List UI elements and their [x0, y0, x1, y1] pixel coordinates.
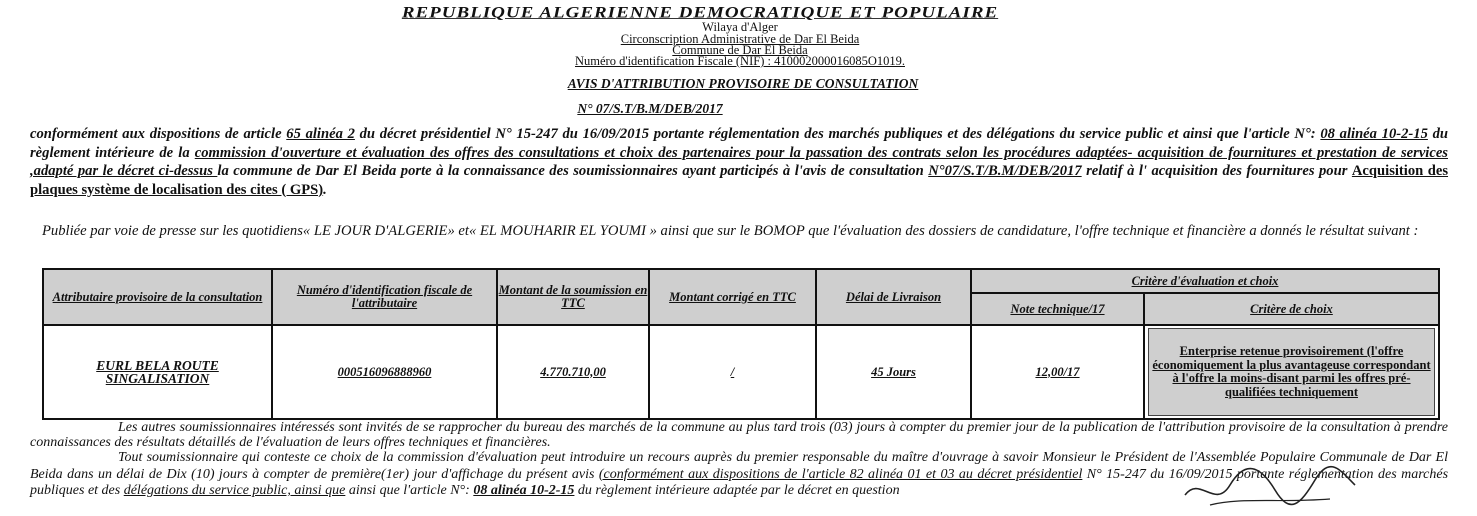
- p1-text-5: relatif à l' acquisition des fournitures pour: [1081, 163, 1352, 179]
- cell-attributaire: EURL BELA ROUTE SINGALISATION: [43, 325, 272, 419]
- p1-subject: Acquisition des plaques système de localisation des cites ( GPS): [30, 163, 1449, 198]
- p1-article-ref: 65 alinéa 2: [286, 126, 355, 142]
- critere-text: Enterprise retenue provisoirement (l'offre économiquement la plus avantageuse correspondant à l'offre la moins-disant parmi les offres pré-qualifiées techniquement: [1152, 344, 1431, 399]
- paragraph-publication: Publiée par voie de presse sur les quotidiens« LE JOUR D'ALGERIE» et« EL MOUHARIR EL YOUMI » ainsi que sur le BOMOP que l'évaluation des dossiers de candidature, l'offre technique et financière a donnés le résultat suivant :: [42, 223, 1419, 239]
- p4-text-4: du règlement intérieure adaptée par le décret en question: [574, 483, 900, 498]
- results-table: [42, 268, 1440, 420]
- cell-nif: 000516096888960: [272, 325, 497, 419]
- p4-text-2: N° 15-247 du 16/09/2015 portante réglementation des marchés publiques et des: [30, 466, 1449, 498]
- p1-alinea-ref: 08 alinéa 10-2-15: [1320, 126, 1428, 142]
- header-circonscription: Circonscription Administrative de Dar El Beida: [620, 32, 860, 46]
- p1-end: .: [323, 181, 327, 198]
- cell-montant: 4.770.710,00: [497, 325, 649, 419]
- p1-text-3: du règlement intérieure de la: [30, 126, 1449, 161]
- paragraph-legal-basis: [30, 125, 1448, 199]
- cell-critere: [1144, 325, 1439, 419]
- p1-text-4: la commune de Dar El Beida porte à la connaissance des soumissionnaires ayant participés à l'avis de consultation: [217, 163, 929, 179]
- header-critere-group: Critère d'évaluation et choix: [971, 269, 1439, 293]
- p4-delegations: délégations du service public, ainsi que: [123, 483, 346, 498]
- header-note: Note technique/17: [971, 293, 1144, 325]
- avis-title: AVIS D'ATTRIBUTION PROVISOIRE DE CONSULTATION: [567, 76, 919, 91]
- header-nif: Numéro d'identification fiscale de l'attributaire: [272, 269, 497, 325]
- header-critere-choix: Critère de choix: [1144, 293, 1439, 325]
- p4-text: Tout soumissionnaire qui conteste ce choix de la commission d'évaluation peut introduire un recours auprès du premier responsable du maître d'ouvrage à savoir Monsieur le Président de l'Assemblée Populaire Communale de Dar El Beida dans un délai de Dix (10) jours à compter de première(1er) jour d'affichage du présent avis: [30, 450, 1448, 482]
- p4-alinea-ref: 08 alinéa 10-2-15: [473, 483, 575, 498]
- cell-montant-corrige: /: [649, 325, 816, 419]
- p1-commission: commission d'ouverture et évaluation des offres des consultations et choix des partenaires pour la passation des contrats selon les procédures adaptées- acquisition de fournitures et prestation de services ,adapté par le décret ci-dessus: [30, 144, 1448, 179]
- p4-decree: (conformément aux dispositions de l'article 82 alinéa 01 et 03 au décret présidentiel: [598, 466, 1083, 482]
- p1-text: conformément aux dispositions de article: [30, 126, 287, 142]
- header-montant: Montant de la soumission en TTC: [497, 269, 649, 325]
- header-attributaire: Attributaire provisoire de la consultation: [43, 269, 272, 325]
- header-wilaya: Wilaya d'Alger: [702, 20, 778, 34]
- cell-delai: 45 Jours: [816, 325, 971, 419]
- p1-text-2: du décret présidentiel N° 15-247 du 16/09/2015 portante réglementation des marchés publiques et des délégations du service public et ainsi que l'article N°:: [354, 126, 1321, 142]
- header-montant-corrige: Montant corrigé en TTC: [649, 269, 816, 325]
- header-delai: Délai de Livraison: [816, 269, 971, 325]
- table-row: [43, 325, 1439, 419]
- paragraph-other-bidders: Les autres soumissionnaires intéressés sont invités de se rapprocher du bureau des marchés de la commune au plus tard trois (03) jours à compter du premier jour de la publication de l'attribution provisoire de la consultation à prendre connaissances des résultats détaillés de l'évaluation de leurs offres techniques et financières.: [30, 420, 1448, 450]
- header-republic: REPUBLIQUE ALGERIENNE DEMOCRATIQUE ET POPULAIRE: [401, 3, 999, 22]
- avis-number: N° 07/S.T/B.M/DEB/2017: [577, 101, 723, 116]
- p4-text-3: ainsi que l'article N°:: [345, 483, 474, 498]
- header-commune: Commune de Dar El Beida: [672, 43, 808, 57]
- p1-consultation-number: N°07/S.T/B.M/DEB/2017: [928, 163, 1082, 179]
- header-nif: Numéro d'identification Fiscale (NIF) : 410002000016085O1019.: [575, 54, 905, 68]
- cell-note: 12,00/17: [971, 325, 1144, 419]
- signature-mark: [1180, 455, 1360, 515]
